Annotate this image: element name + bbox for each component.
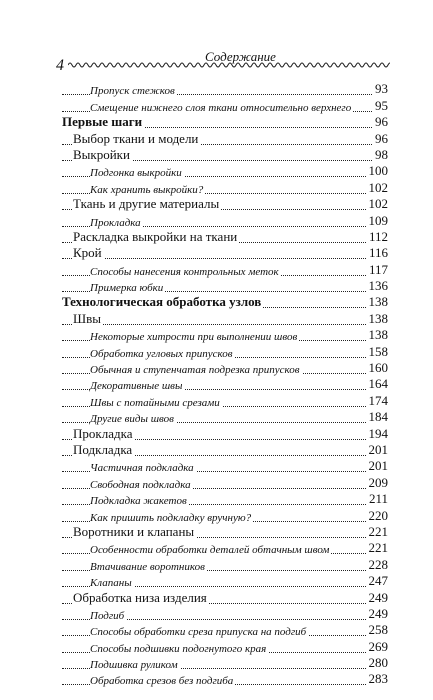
toc-entry-page: 138 <box>368 310 388 326</box>
toc-entry-page: 116 <box>368 245 388 261</box>
toc-entry-title: Первые шаги <box>62 114 143 130</box>
page-header <box>0 0 433 80</box>
toc-entry-page: 194 <box>368 425 388 441</box>
toc-entry <box>62 360 388 379</box>
toc-entry-title: Выбор ткани и модели <box>73 130 199 146</box>
toc-entry <box>62 343 388 362</box>
toc-entry-page: 174 <box>368 392 388 408</box>
toc-entry-title: Подшивка руликом <box>90 659 178 672</box>
toc-entry-page: 249 <box>368 605 388 621</box>
toc-entry-page: 138 <box>368 294 388 310</box>
toc-entry-title: Клапаны <box>90 577 132 590</box>
toc-entry <box>62 556 388 575</box>
toc-entry-page: 95 <box>375 97 388 113</box>
toc-entry-title: Подгиб <box>90 609 125 622</box>
toc-entry <box>62 655 388 674</box>
toc-entry-title: Обработка низа изделия <box>73 589 207 605</box>
toc-entry-page: 247 <box>368 573 388 589</box>
toc-entry-title: Обработка срезов без подгиба <box>90 675 234 688</box>
toc-entry <box>62 605 388 625</box>
toc-entry-title: Как пришить подкладку вручную? <box>90 511 252 524</box>
toc-entry-title: Обычная и ступенчатая подрезка припусков <box>90 364 300 377</box>
toc-entry-title: Частичная подкладка <box>90 462 194 475</box>
toc-entry <box>62 474 388 493</box>
toc-entry-page: 160 <box>368 360 388 376</box>
toc-entry <box>62 81 388 100</box>
toc-entry-title: Способы обработки среза припуска на подгиб <box>90 626 307 639</box>
dot-leader <box>62 258 388 259</box>
page-number: 4 <box>56 57 64 74</box>
running-title: Содержание <box>205 49 276 64</box>
toc-entry-page: 98 <box>375 146 388 162</box>
toc-entry-page: 201 <box>368 458 388 474</box>
toc-entry <box>62 622 388 641</box>
toc-entry-page: 269 <box>368 638 388 654</box>
toc-entry-page: 228 <box>368 556 388 572</box>
toc-entry-page: 109 <box>368 212 388 228</box>
toc-entry-page: 283 <box>368 671 388 687</box>
toc-entry-page: 138 <box>368 327 388 343</box>
toc-entry-title: Некоторые хитрости при выполнении швов <box>90 331 298 344</box>
toc-entry-page: 221 <box>368 523 388 539</box>
toc-entry <box>62 458 388 477</box>
toc-entry-page: 100 <box>368 163 388 179</box>
toc-entry-page: 184 <box>368 409 388 425</box>
toc-entry <box>62 228 388 248</box>
toc-entry-page: 221 <box>368 540 388 556</box>
toc-entry-page: 280 <box>368 655 388 671</box>
toc-entry-title: Швы <box>73 310 101 326</box>
toc-entry-title: Примерка юбки <box>90 282 164 295</box>
toc-entry-title: Подкладка жакетов <box>90 495 187 508</box>
toc-entry-title: Обработка угловых припусков <box>90 347 233 360</box>
toc-entry <box>62 376 388 395</box>
toc-entry-page: 211 <box>368 491 388 507</box>
toc-entry-page: 96 <box>375 114 388 130</box>
toc-entry-page: 112 <box>368 228 388 244</box>
toc-entry-page: 164 <box>368 376 388 392</box>
toc-entry-page: 102 <box>368 196 388 212</box>
toc-entry <box>62 196 388 215</box>
toc-entry-title: Воротники и клапаны <box>73 523 195 539</box>
toc-entry <box>62 163 388 182</box>
toc-entry-page: 96 <box>375 130 388 146</box>
table-of-contents <box>62 81 388 690</box>
toc-entry-title: Свободная подкладка <box>90 478 191 491</box>
toc-entry-page: 158 <box>368 343 388 359</box>
toc-entry-title: Швы с потайными срезами <box>90 396 220 409</box>
toc-entry <box>62 441 388 461</box>
toc-entry-title: Подкладка <box>73 441 133 457</box>
toc-entry-title: Ткань и другие материалы <box>73 196 220 212</box>
toc-entry <box>62 523 388 543</box>
toc-entry <box>62 294 388 313</box>
toc-entry <box>62 491 388 510</box>
toc-entry-page: 117 <box>368 261 388 277</box>
toc-entry-page: 102 <box>368 179 388 195</box>
toc-entry-title: Втачивание воротников <box>90 560 205 573</box>
toc-entry <box>62 671 388 690</box>
toc-entry-title: Технологическая обработка узлов <box>62 294 262 310</box>
toc-entry-title: Смещение нижнего слоя ткани относительно верхнего <box>90 101 352 114</box>
toc-entry-title: Прокладка <box>90 216 141 229</box>
toc-entry <box>62 392 388 411</box>
toc-entry-title: Раскладка выкройки на ткани <box>73 228 238 244</box>
toc-entry-title: Подгонка выкройки <box>90 167 182 180</box>
toc-entry <box>62 310 388 329</box>
toc-entry-title: Как хранить выкройки? <box>90 183 204 196</box>
toc-entry <box>62 146 388 166</box>
toc-entry-page: 209 <box>368 474 388 490</box>
toc-entry-title: Крой <box>73 245 102 261</box>
toc-entry <box>62 327 388 346</box>
toc-entry-title: Пропуск стежков <box>90 85 175 98</box>
toc-entry-title: Другие виды швов <box>90 413 174 426</box>
dot-leader <box>62 324 388 325</box>
toc-entry-page: 201 <box>368 441 388 457</box>
toc-entry <box>62 540 388 559</box>
toc-entry-title: Способы нанесения контрольных меток <box>90 265 279 278</box>
toc-entry-title: Способы подшивки подогнутого края <box>90 642 267 655</box>
toc-entry <box>62 261 388 280</box>
toc-entry <box>62 589 388 608</box>
toc-entry-page: 249 <box>368 589 388 605</box>
toc-entry-title: Выкройки <box>73 146 130 162</box>
toc-entry-page: 220 <box>368 507 388 523</box>
toc-entry <box>62 638 388 657</box>
toc-entry <box>62 245 388 264</box>
toc-entry-title: Декоративные швы <box>90 380 183 393</box>
toc-entry-page: 93 <box>375 81 388 97</box>
decorative-wave-rule <box>68 60 390 70</box>
toc-entry-page: 136 <box>368 278 388 294</box>
toc-entry-title: Особенности обработки деталей обтачным швом <box>90 544 330 557</box>
toc-entry-title: Прокладка <box>73 425 133 441</box>
toc-entry-page: 258 <box>368 622 388 638</box>
